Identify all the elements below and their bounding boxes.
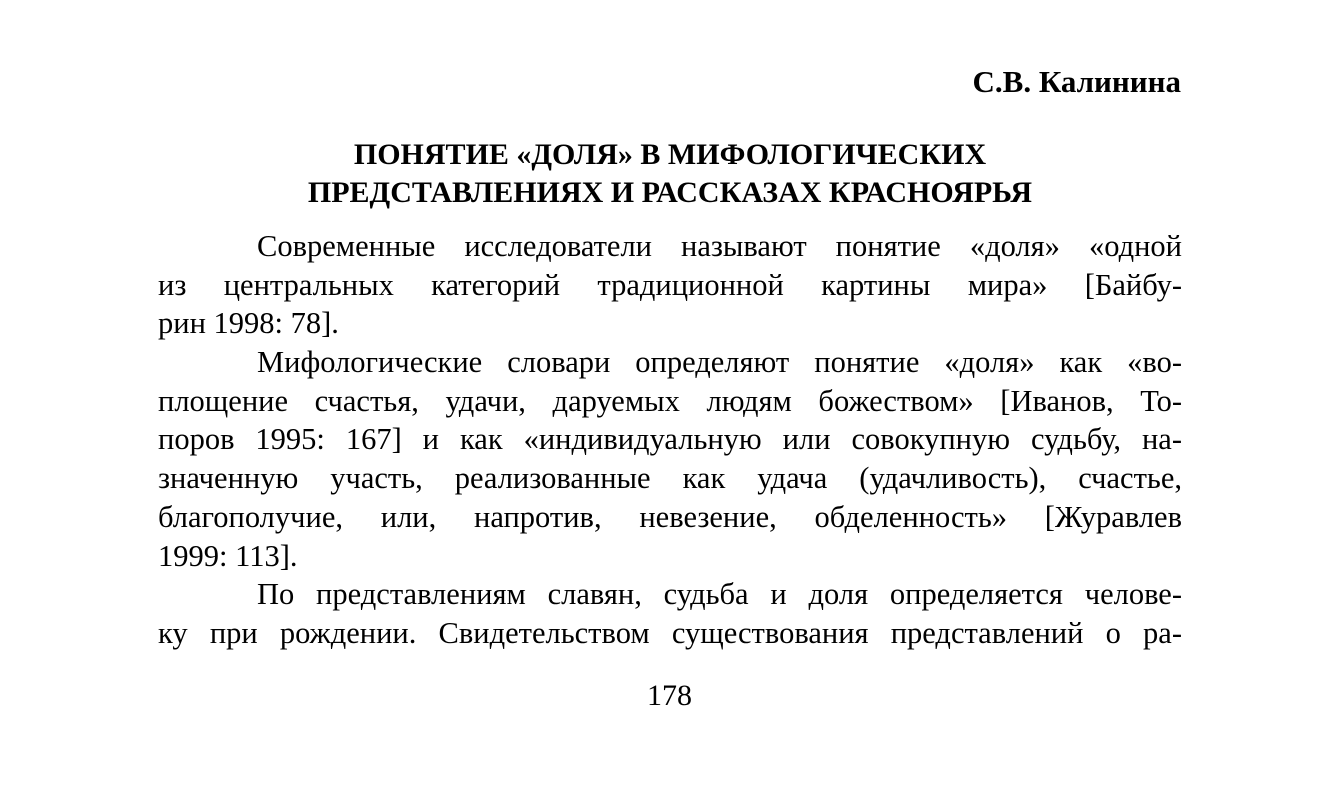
text-line: площение счастья, удачи, даруемых людям божеством» [Иванов, То-	[158, 383, 1182, 418]
paragraph	[158, 575, 1182, 652]
article-body	[158, 227, 1182, 653]
text-line: ку при рождении. Свидетельством существования представлений о ра-	[158, 615, 1182, 650]
paragraph	[158, 227, 1182, 343]
text-line: Мифологические словари определяют понятие «доля» как «во-	[257, 345, 1182, 380]
text-line: Современные исследователи называют понятие «доля» «одной	[257, 229, 1182, 263]
title-line: ПОНЯТИЕ «ДОЛЯ» В МИФОЛОГИЧЕСКИХ	[353, 138, 987, 171]
article-title	[158, 136, 1182, 212]
text-line: из центральных категорий традиционной картины мира» [Байбу-	[158, 267, 1182, 302]
title-line: ПРЕДСТАВЛЕНИЯХ И РАССКАЗАХ КРАСНОЯРЬЯ	[307, 176, 1033, 209]
text-line: 1999: 113].	[158, 538, 298, 573]
page-number: 178	[647, 679, 692, 712]
text-line: рин 1998: 78].	[158, 306, 339, 341]
text-line: поров 1995: 167] и как «индивидуальную или совокупную судьбу, на-	[158, 422, 1182, 457]
author-name: С.В. Калинина	[972, 64, 1181, 99]
text-line: значенную участь, реализованные как удача (удачливость), счастье,	[158, 461, 1182, 496]
text-line: благополучие, или, напротив, невезение, обделенность» [Журавлев	[158, 499, 1182, 534]
text-line: По представлениям славян, судьба и доля определяется челове-	[257, 577, 1182, 612]
paragraph	[158, 343, 1182, 575]
